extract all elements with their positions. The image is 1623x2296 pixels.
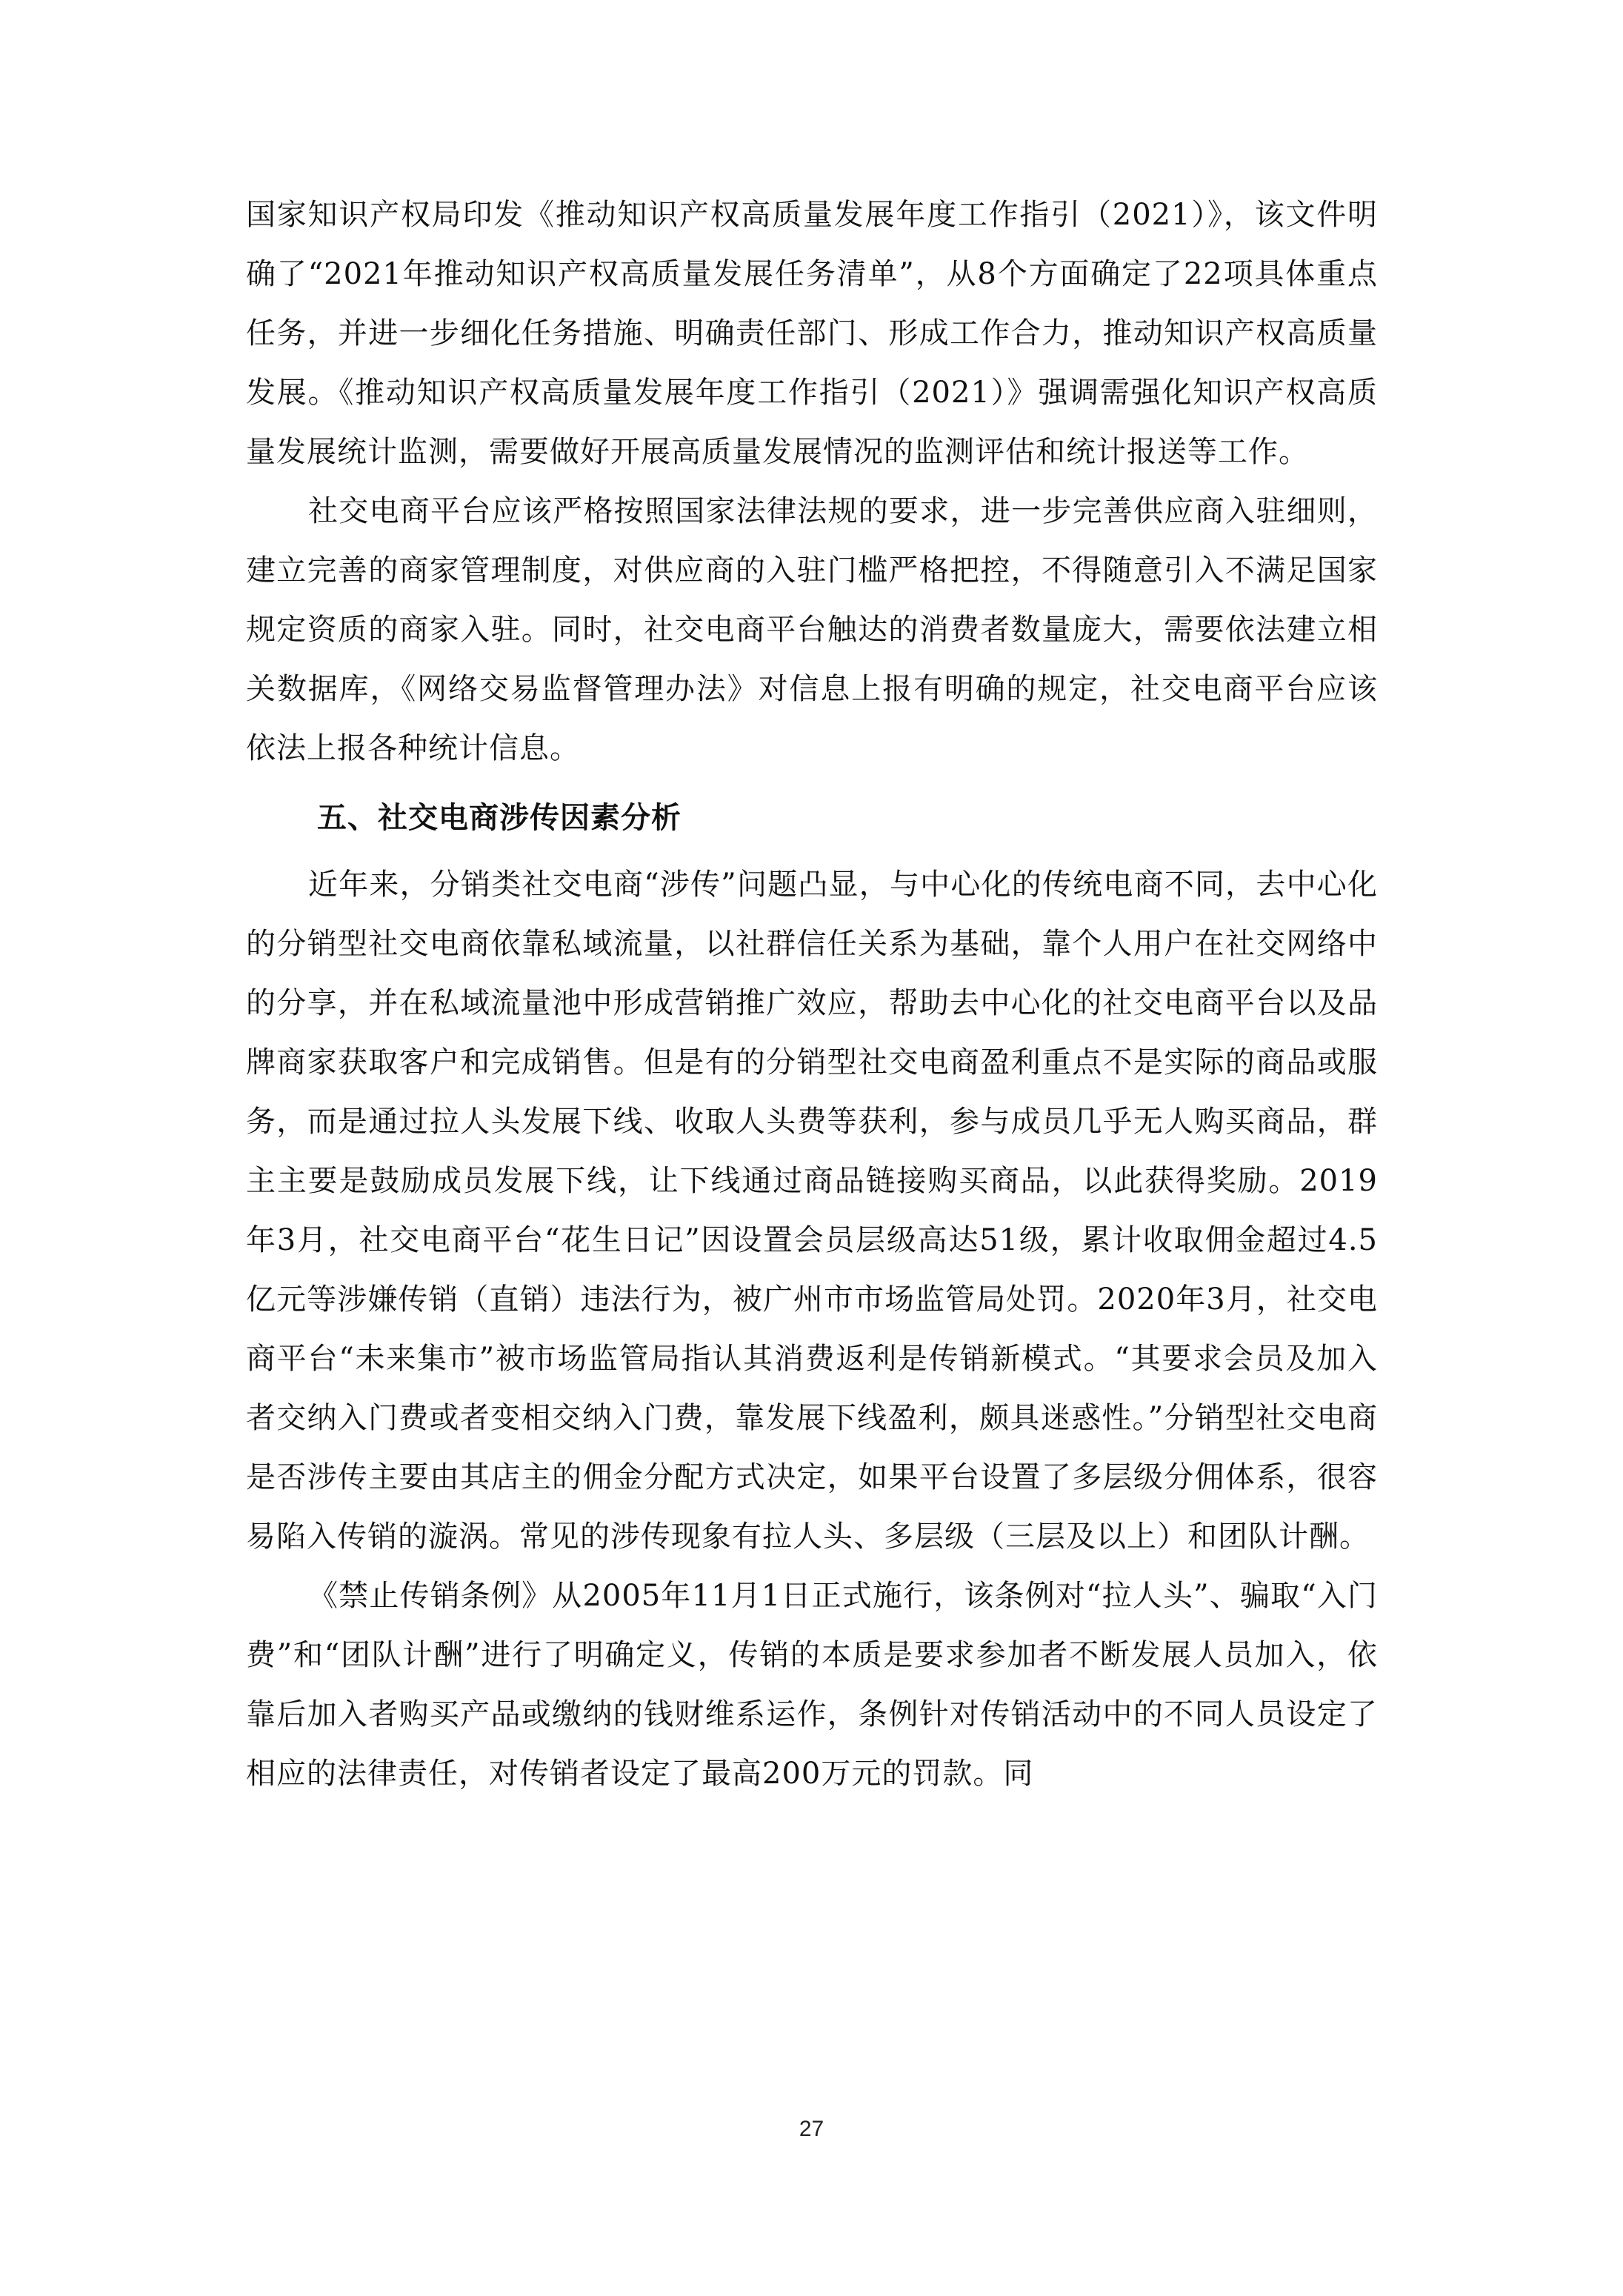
page-number: 27 — [799, 2117, 824, 2141]
section-heading: 五、社交电商涉传因素分析 — [317, 801, 681, 835]
paragraph-platform-compliance: 社交电商平台应该严格按照国家法律法规的要求，进一步完善供应商入驻细则，建立完善的商家管理制度，对供应商的入驻门槛严格把控，不得随意引入不满足国家规定资质的商家入驻。同时，社交电商平台触达的消费者数量庞大，需要依法建立相关数据库，《网络交易监督管理办法》对信息上报有明确的规定，社交电商平台应该依法上报各种统计信息。 — [246, 494, 1378, 765]
paragraph-pyramid-risk: 近年来，分销类社交电商“涉传”问题凸显，与中心化的传统电商不同，去中心化的分销型社交电商依靠私域流量，以社群信任关系为基础，靠个人用户在社交网络中的分享，并在私域流量池中形成营销推广效应，帮助去中心化的社交电商平台以及品牌商家获取客户和完成销售。但是有的分销型社交电商盈利重点不是实际的商品或服务，而是通过拉人头发展下线、收取人头费等获利，参与成员几乎无人购买商品，群主主要是鼓励成员发展下线，让下线通过商品链接购买商品，以此获得奖励。2019年3月，社交电商平台“花生日记”因设置会员层级高达51级，累计收取佣金超过4.5亿元等涉嫌传销（直销）违法行为，被广州市市场监管局处罚。2020年3月，社交电商平台“未来集市”被市场监管局指认其消费返利是传销新模式。“其要求会员及加入者交纳入门费或者变相交纳入门费，靠发展下线盈利，颇具迷惑性。”分销型社交电商是否涉传主要由其店主的佣金分配方式决定，如果平台设置了多层级分佣体系，很容易陷入传销的漩涡。常见的涉传现象有拉人头、多层级（三层及以上）和团队计酬。 — [246, 868, 1378, 1554]
paragraph-ip-guideline: 国家知识产权局印发《推动知识产权高质量发展年度工作指引（2021）》，该文件明确了“2021年推动知识产权高质量发展任务清单”，从8个方面确定了22项具体重点任务，并进一步细化任务措施、明确责任部门、形成工作合力，推动知识产权高质量发展。《推动知识产权高质量发展年度工作指引（2021）》强调需强化知识产权高质量发展统计监测，需要做好开展高质量发展情况的监测评估和统计报送等工作。 — [246, 198, 1378, 469]
document-body — [246, 185, 1378, 1803]
paragraph-anti-pyramid-regulation: 《禁止传销条例》从2005年11月1日正式施行，该条例对“拉人头”、骗取“入门费”和“团队计酬”进行了明确定义，传销的本质是要求参加者不断发展人员加入，依靠后加入者购买产品或缴纳的钱财维系运作，条例针对传销活动中的不同人员设定了相应的法律责任，对传销者设定了最高200万元的罚款。同 — [246, 1579, 1378, 1791]
